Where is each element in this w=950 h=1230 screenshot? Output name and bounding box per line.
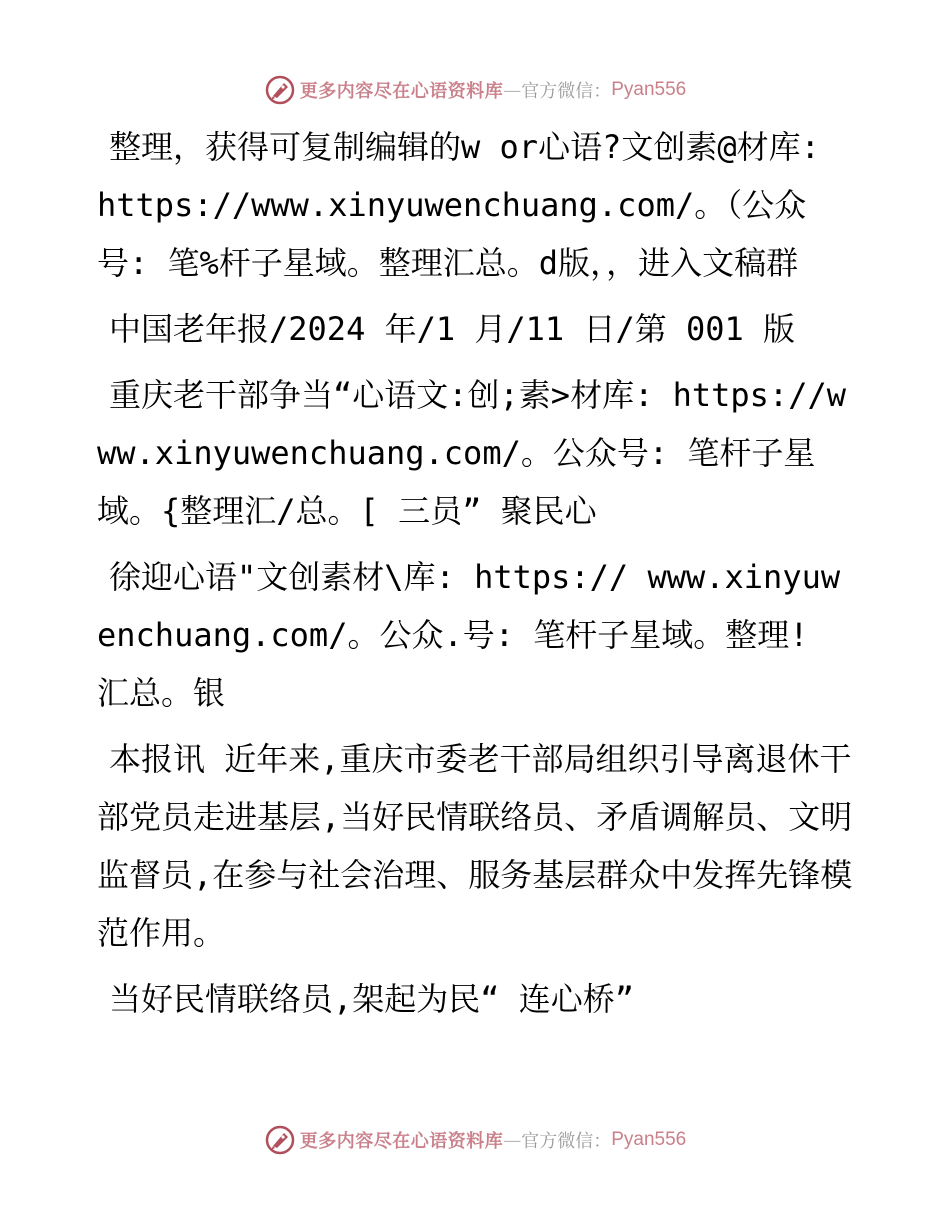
footer-banner — [0, 1122, 950, 1158]
paragraph-byline: 徐迎心语"文创素材\库: https:// www.xinyuwenchuang.com/。公众.号: 笔杆子星域。整理! 汇总。银 — [97, 558, 841, 712]
paragraph-headline: 重庆老干部争当“心语文:创;素>材库: https://www.xinyuwenchuang.com/。公众号: 笔杆子星域。{整理汇/总。[ 三员” 聚民心 — [97, 376, 846, 530]
paragraph-body: 本报讯 近年来,重庆市委老干部局组织引导离退休干部党员走进基层,当好民情联络员、矛盾调解员、文明监督员,在参与社会治理、服务基层群众中发挥先锋模范作用。 — [97, 740, 853, 952]
banner-wechat-label: 官方微信： — [521, 81, 612, 102]
paragraph-subheading: 当好民情联络员,架起为民“ 连心桥” — [109, 980, 635, 1018]
banner-wechat-label: 官方微信： — [521, 1131, 612, 1152]
banner-dash: — — [503, 79, 522, 101]
paragraph-source-line: 中国老年报/2024 年/1 月/11 日/第 001 版 — [109, 310, 796, 348]
banner-dash: — — [503, 1129, 522, 1151]
banner-main-text: 更多内容尽在心语资料库 — [299, 1131, 504, 1152]
paragraph-intro: 整理，获得可复制编辑的w or心语?文创素@材库: https://www.xinyuwenchuang.com/。（公众号: 笔%杆子星域。整理汇总。d版，，进入文稿群 — [97, 128, 820, 282]
banner-wechat-handle: Pyan556 — [611, 79, 687, 100]
banner-main-text: 更多内容尽在心语资料库 — [299, 81, 504, 102]
pen-nib-logo-icon — [264, 74, 296, 106]
banner-wechat-handle: Pyan556 — [611, 1129, 687, 1150]
header-banner — [0, 72, 950, 108]
document-body — [97, 118, 857, 1036]
pen-nib-logo-icon — [264, 1124, 296, 1156]
